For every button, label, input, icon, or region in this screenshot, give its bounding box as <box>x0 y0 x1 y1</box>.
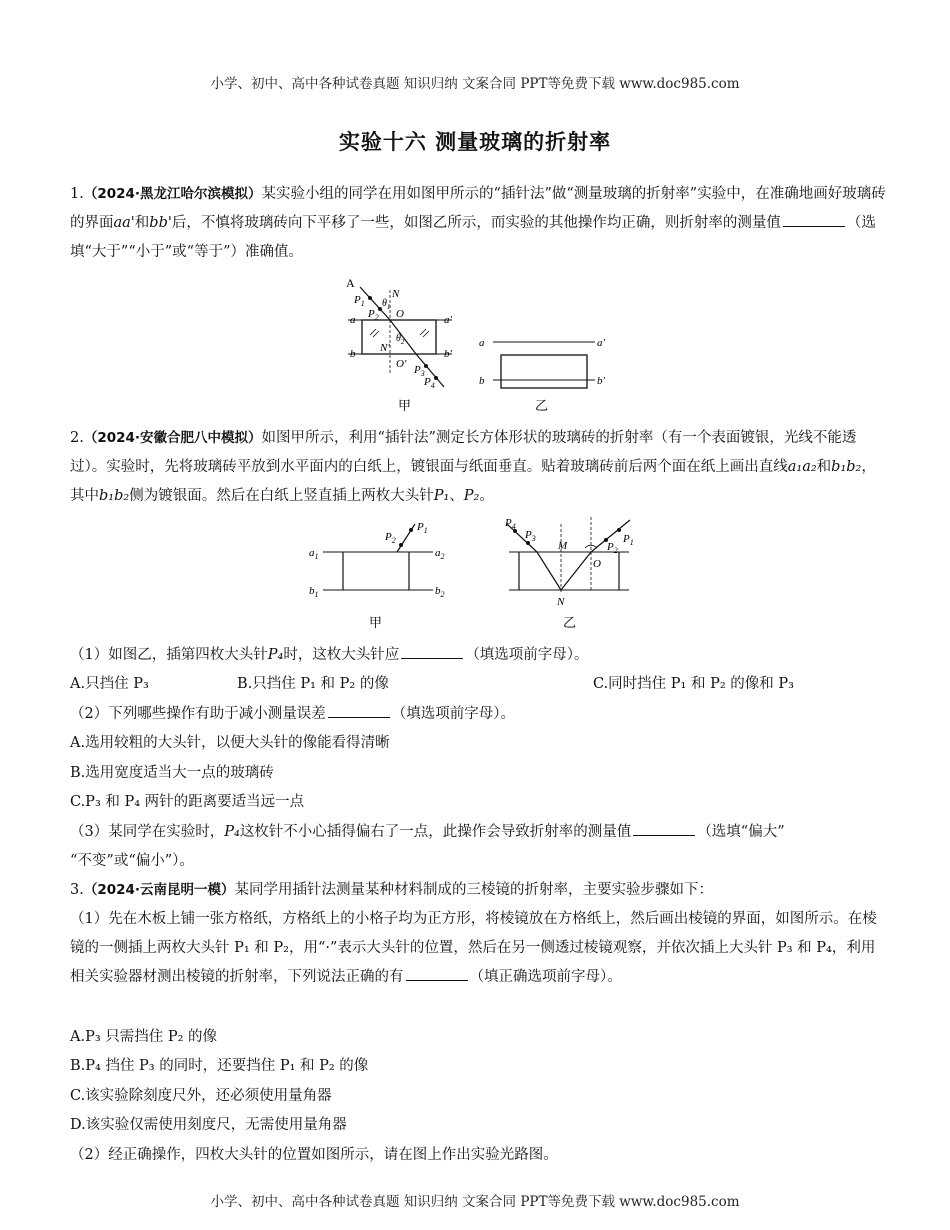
pin-p3 <box>424 364 428 368</box>
q2-sub2-pre: （2）下列哪些操作有助于减小测量误差 <box>70 706 326 722</box>
q3-number: 3. <box>70 882 84 898</box>
label-P3: $P_3$ <box>525 529 536 543</box>
q2-sub3-pre: （3）某同学在实验时， <box>70 824 225 840</box>
hatch-mark <box>373 331 379 337</box>
label-A: A <box>346 276 355 290</box>
q3-sub1 <box>70 905 888 992</box>
q2-sub2-opt-a: A.选用较粗的大头针，以便大头针的像能看得清晰 <box>70 735 390 751</box>
label-a-prime: a' <box>597 337 605 349</box>
q3-sub1-post: （填正确选项前字母）。 <box>469 969 622 985</box>
label-theta1: $\theta_1$ <box>382 298 391 311</box>
pin-p3 <box>526 541 530 545</box>
caption-yi: 乙 <box>535 398 549 413</box>
q2-and: 和 <box>816 459 832 475</box>
caption-yi: 乙 <box>563 615 577 630</box>
question-1 <box>70 180 888 267</box>
q1-figure-jia <box>340 275 470 415</box>
pin-p1 <box>409 528 413 532</box>
reflected-ray-up <box>537 552 561 590</box>
q2-sub1-opt-a: A.只挡住 P₃ <box>70 676 149 692</box>
q1-answer-blank[interactable] <box>783 214 845 227</box>
page-footer: 小学、初中、高中各种试卷真题 知识归纳 文案合同 PPT等免费下载 www.doc985.com <box>210 1194 740 1210</box>
q3-text: 某同学用插针法测量某种材料制成的三棱镜的折射率，主要实验步骤如下： <box>234 882 714 898</box>
pin-p1 <box>368 296 372 300</box>
pin-p2 <box>399 543 403 547</box>
label-M: M <box>558 540 568 552</box>
label-P1: $P_1$ <box>623 533 634 547</box>
shifted-glass-block <box>501 355 587 388</box>
label-P2: $P_2$ <box>385 531 396 545</box>
q2-number: 2. <box>70 430 84 446</box>
q1-source: （2024·黑龙江哈尔滨模拟） <box>83 186 262 202</box>
label-b1: $b_1$ <box>309 585 319 599</box>
q1-and: 和 <box>134 215 150 231</box>
q3-source: （2024·云南昆明一模） <box>83 882 235 898</box>
q2-sub2-answer-blank[interactable] <box>328 705 390 718</box>
hatch-mark <box>423 331 429 337</box>
q2-text-2: ，其中 <box>70 459 876 504</box>
refracted-ray-down <box>561 552 591 590</box>
label-a: a <box>350 314 356 326</box>
q2-p1: P₁ <box>433 488 450 504</box>
q3-sub1-opt-c: C.该实验除刻度尺外，还必须使用量角器 <box>70 1088 332 1104</box>
label-O: O <box>396 308 404 320</box>
q3-sub1-text: （1）先在木板上铺一张方格纸，方格纸上的小格子均为正方形，将棱镜放在方格纸上，然后画出棱镜的界面，如图所示。在棱镜的一侧插上两枚大头针 P₁ 和 P₂，用“·”表示大头针的位置，然后在另一侧透过棱镜观察，并依次插上大头针 P₃ 和 P₄，利用相关实验器材测出棱镜的折射率，下列说法正确的有 <box>70 911 877 985</box>
label-P1: $P_1$ <box>417 521 428 535</box>
q3-sub1-answer-blank[interactable] <box>406 968 468 981</box>
q1-bb: bb' <box>149 215 172 231</box>
q2-figure-jia <box>305 512 455 632</box>
q2-sub1-opt-c: C.同时挡住 P₁ 和 P₂ 的像和 P₃ <box>593 676 794 692</box>
label-P4: $P_4$ <box>424 376 435 390</box>
q2-sub3-p4: P₄ <box>224 824 240 840</box>
label-P2: $P_2$ <box>607 541 618 555</box>
label-b-prime: b' <box>444 348 452 360</box>
label-P4: $P_4$ <box>505 517 516 531</box>
q2-a1a2: a₁a₂ <box>787 459 817 475</box>
label-a1: $a_1$ <box>309 547 319 561</box>
q1-figure-yi <box>475 330 615 415</box>
label-b: b <box>479 375 485 387</box>
label-b: b <box>350 348 356 360</box>
q3-sub1-opt-a: A.P₃ 只需挡住 P₂ 的像 <box>70 1029 218 1045</box>
hatch-mark <box>420 329 426 335</box>
label-a-prime: a' <box>444 314 452 326</box>
q2-sub3-line2: “不变”或“偏小”）。 <box>70 853 194 869</box>
label-P2: $P_2$ <box>368 308 379 322</box>
q2-sub3-post: （选填“偏大” <box>697 824 785 840</box>
q2-b1b2: b₁b₂ <box>831 459 862 475</box>
q2-sub1-opt-b: B.只挡住 P₁ 和 P₂ 的像 <box>237 676 389 692</box>
q2-sub1-mid: 时，这枚大头针应 <box>283 647 400 663</box>
page-title: 实验十六 测量玻璃的折射率 <box>338 130 612 154</box>
refracted-ray <box>390 320 416 354</box>
q1-text-1: 某实验小组的同学在用如图甲所示的“插针法”做“测量玻璃的折射率”实验中，在准确地画好玻璃砖的界面 <box>70 186 886 231</box>
q1-text-2: 后，不慎将玻璃砖向下平移了一些，如图乙所示，而实验的其他操作均正确，则折射率的测量值 <box>171 215 781 231</box>
q1-number: 1. <box>70 186 84 202</box>
q2-sub2-post: （填选项前字母）。 <box>391 706 515 722</box>
label-theta2: $\theta_2$ <box>396 333 405 346</box>
q2-sub3-answer-blank[interactable] <box>633 823 695 836</box>
pin-p4 <box>434 376 438 380</box>
q2-text-1: 如图甲所示，利用“插针法”测定长方体形状的玻璃砖的折射率（有一个表面镀银，光线不能透过）。实验时，先将玻璃砖平放到水平面内的白纸上，镀银面与纸面垂直。贴着玻璃砖前后两个面在纸上画出直线 <box>70 430 857 475</box>
label-O: O <box>593 558 601 570</box>
q3-sub2: （2）经正确操作，四枚大头针的位置如图所示，请在图上作出实验光路图。 <box>70 1147 558 1163</box>
label-b2: $b_2$ <box>435 585 445 599</box>
label-P3: $P_3$ <box>414 364 425 378</box>
question-2 <box>70 424 888 511</box>
q2-text-3: 侧为镀银面。然后在白纸上竖直插上两枚大头针 <box>129 488 434 504</box>
pin-p1 <box>617 528 621 532</box>
label-N: N <box>557 596 565 608</box>
q2-b1b2-silver: b₁b₂ <box>99 488 130 504</box>
q2-sub1-post: （填选项前字母）。 <box>465 647 589 663</box>
q2-sub1-answer-blank[interactable] <box>401 646 463 659</box>
q3-sub1-opt-b: B.P₄ 挡住 P₃ 的同时，还要挡住 P₁ 和 P₂ 的像 <box>70 1058 369 1074</box>
incident-ray <box>397 524 415 552</box>
q2-sub3-mid: 这枚针不小心插得偏右了一点，此操作会导致折射率的测量值 <box>239 824 632 840</box>
q3-sub1-opt-d: D.该实验仅需使用刻度尺，无需使用量角器 <box>70 1117 347 1133</box>
q2-sub1-pre: （1）如图乙，插第四枚大头针 <box>70 647 268 663</box>
q1-aa: aa' <box>113 215 135 231</box>
q2-sub2 <box>70 704 515 724</box>
q2-sub2-opt-c: C.P₃ 和 P₄ 两针的距离要适当远一点 <box>70 794 305 810</box>
q2-end: 。 <box>479 488 494 504</box>
q2-sub2-opt-b: B.选用宽度适当大一点的玻璃砖 <box>70 765 274 781</box>
q2-sub3 <box>70 822 785 842</box>
q2-sub1 <box>70 645 589 665</box>
label-b-prime: b' <box>597 375 605 387</box>
label-N-prime: N' <box>380 342 390 354</box>
caption-jia: 甲 <box>369 615 383 630</box>
hatch-mark <box>370 329 376 335</box>
q2-p2: P₂ <box>463 488 480 504</box>
q1-text-3: （选填“大于”“小于”或“等于”）准确值。 <box>70 215 876 260</box>
label-P1: $P_1$ <box>354 294 365 308</box>
q2-figure-yi <box>495 512 655 632</box>
caption-jia: 甲 <box>398 398 412 413</box>
label-O-prime: O' <box>396 358 407 370</box>
question-3 <box>70 880 713 900</box>
page-header: 小学、初中、高中各种试卷真题 知识归纳 文案合同 PPT等免费下载 www.doc985.com <box>210 76 740 92</box>
q2-source: （2024·安徽合肥八中模拟） <box>83 430 262 446</box>
label-a2: $a_2$ <box>435 547 445 561</box>
q2-sub1-p4: P₄ <box>267 647 284 663</box>
label-N: N <box>392 288 400 300</box>
label-a: a <box>479 337 485 349</box>
q2-sep: 、 <box>449 488 464 504</box>
